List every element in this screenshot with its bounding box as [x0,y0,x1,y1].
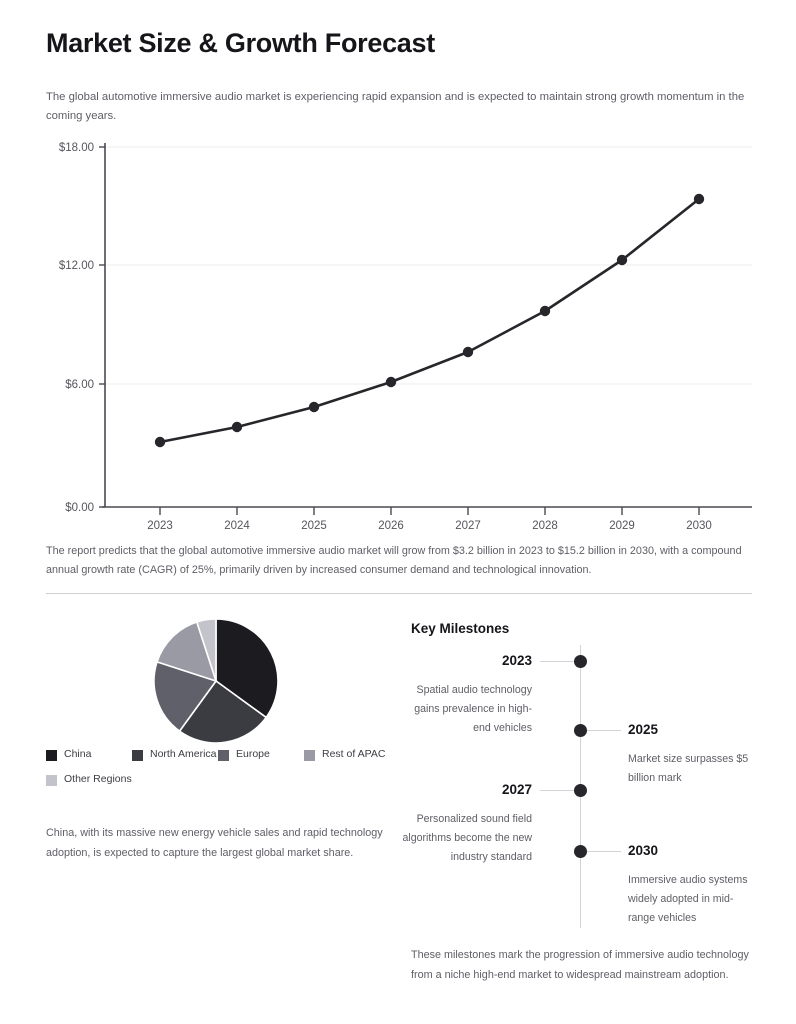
legend-item-rest-of-apac[interactable] [304,748,390,762]
milestone-text: Market size surpasses $5 billion mark [628,753,749,784]
data-point [386,377,396,387]
section-divider [46,593,752,594]
milestone-year: 2023 [501,653,532,668]
timeline-connector [540,790,574,791]
data-point [232,422,242,432]
timeline-dot [574,655,587,668]
x-axis-labels [147,520,712,530]
x-tick-label: 2028 [532,520,558,530]
y-tick-label: $18.00 [58,142,94,154]
timeline-dot [574,784,587,797]
gridlines [105,147,752,384]
market-size-line [160,199,699,442]
legend-swatch-icon [132,750,143,761]
pie-legend [46,748,406,797]
y-tick-label: $0.00 [65,502,94,514]
chart-description: The report predicts that the global automotive immersive audio market will grow from $3.2 billion in 2023 to $15.2 billion in 2030, with a compound annual growth rate (CAGR) of 25%, primarily driven by increased consumer demand and technological innovation. [46,545,742,576]
x-tick-label: 2030 [686,520,712,530]
pie-legend-row-2 [46,773,406,798]
x-tick-label: 2023 [147,520,173,530]
data-point-markers [155,194,704,447]
legend-item-north-america[interactable] [132,748,218,762]
x-tick-label: 2029 [609,520,635,530]
timeline-dot [574,845,587,858]
y-axis-ticks [99,147,105,507]
y-tick-label: $12.00 [58,260,94,272]
milestones-description: These milestones mark the progression of immersive audio technology from a niche high-end market to widespread mainstream adoption. [411,949,749,981]
x-tick-label: 2024 [224,520,250,530]
pie-legend-row-1 [46,748,406,773]
line-chart-svg [46,135,752,530]
legend-label: China [64,748,92,760]
pie-description: China, with its massive new energy vehicle sales and rapid technology adoption, is expected to capture the largest global market share. [46,827,383,859]
legend-label: Rest of APAC [322,748,386,760]
data-point [694,194,704,204]
page-title: Market Size & Growth Forecast [46,28,435,58]
page-subtitle: The global automotive immersive audio market is experiencing rapid expansion and is expected to maintain strong growth momentum in the coming years. [46,91,745,122]
legend-swatch-icon [304,750,315,761]
legend-item-europe[interactable] [218,748,304,762]
market-size-line-chart [46,135,752,530]
data-point [617,255,627,265]
data-point [155,437,165,447]
x-tick-label: 2026 [378,520,404,530]
legend-swatch-icon [46,750,57,761]
legend-label: Europe [236,748,270,760]
x-tick-label: 2027 [455,520,481,530]
x-tick-label: 2025 [301,520,327,530]
data-point [463,347,473,357]
timeline-connector [587,730,621,731]
milestone-year: 2027 [501,782,532,797]
milestone-text: Immersive audio systems widely adopted in mid-range vehicles [628,874,748,924]
data-point [540,306,550,316]
axes [102,143,752,507]
legend-swatch-icon [46,775,57,786]
y-axis-labels [59,142,94,514]
x-axis-ticks [160,507,699,515]
legend-label: Other Regions [64,772,132,785]
legend-swatch-icon [218,750,229,761]
milestones-title: Key Milestones [411,621,510,636]
y-tick-label: $6.00 [65,379,94,391]
milestone-text: Personalized sound field algorithms become the new industry standard [402,813,532,863]
regional-share-pie-chart [152,617,280,745]
timeline-connector [540,661,574,662]
legend-item-china[interactable] [46,748,132,762]
pie-chart-svg [152,617,280,745]
legend-item-other-regions[interactable] [46,773,132,787]
legend-label: North America [150,748,217,760]
milestone-year: 2030 [628,843,659,858]
timeline-connector [587,851,621,852]
timeline-dot [574,724,587,737]
data-point [309,402,319,412]
milestone-text: Spatial audio technology gains prevalence in high-end vehicles [414,684,532,734]
milestone-year: 2025 [628,722,659,737]
